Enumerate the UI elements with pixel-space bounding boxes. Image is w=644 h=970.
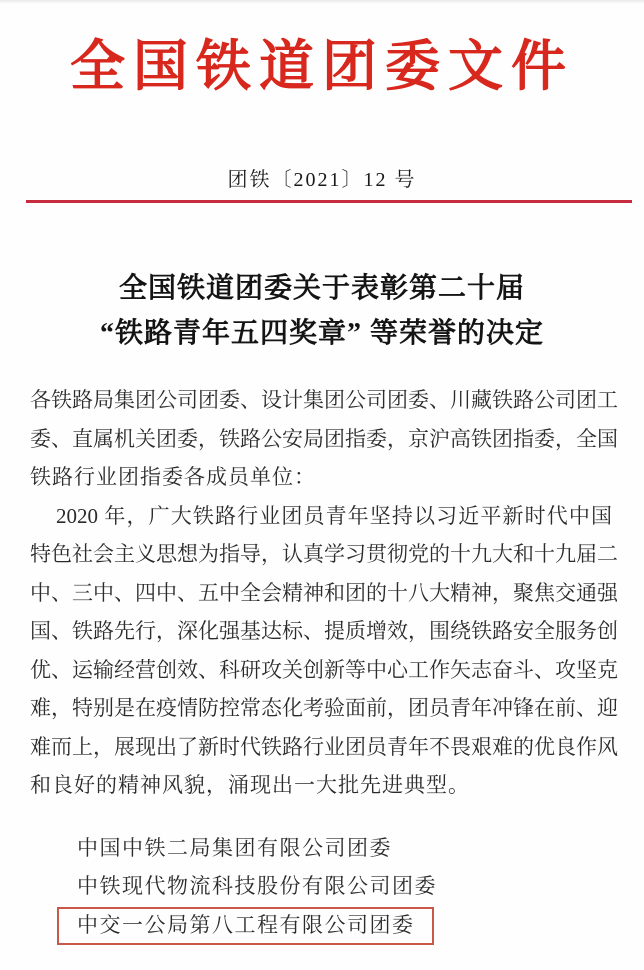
paragraph-line: 国、铁路先行，深化强基达标、提质增效，围绕铁路安全服务创 xyxy=(30,619,618,643)
list-item-label: 中交一公局第八工程有限公司团委 xyxy=(77,912,415,937)
document-number: 团铁〔2021〕12 号 xyxy=(227,169,417,191)
salutation-line: 委、直属机关团委，铁路公安局团指委，京沪高铁团指委，全国 xyxy=(30,426,618,451)
red-highlight-box xyxy=(57,907,434,945)
honor-list xyxy=(30,829,612,945)
paragraph-line: 中、三中、四中、五中全会精神和团的十八大精神，聚焦交通强 xyxy=(30,580,618,605)
document-header-title: 全国铁道团委文件 xyxy=(69,36,574,97)
salutation xyxy=(30,381,618,497)
paragraph-line: 特色社会主义思想为指导，认真学习贯彻党的十九大和十九届二 xyxy=(30,542,618,566)
main-paragraph xyxy=(30,497,618,805)
document-title xyxy=(0,266,644,356)
highlighted-list-item xyxy=(77,905,612,945)
paragraph-line: 和良好的精神风貌，涌现出一大批先进典型。 xyxy=(30,773,470,797)
list-item: 中国中铁二局集团有限公司团委 xyxy=(77,835,392,860)
red-separator-rule xyxy=(26,200,632,203)
document-body xyxy=(30,381,618,945)
document-title-line-2: “铁路青年五四奖章” 等荣誉的决定 xyxy=(99,318,544,349)
paragraph-line: 难而上，展现出了新时代铁路行业团员青年不畏艰难的优良作风 xyxy=(30,734,618,759)
paragraph-line: 2020 年，广大铁路行业团员青年坚持以习近平新时代中国 xyxy=(56,503,612,528)
salutation-line: 各铁路局集团公司团委、设计集团公司团委、川藏铁路公司团工 xyxy=(30,388,618,412)
paragraph-line: 优、运输经营创效、科研攻关创新等中心工作矢志奋斗、攻坚克 xyxy=(30,657,618,682)
salutation-line: 铁路行业团指委各成员单位： xyxy=(30,465,316,489)
document-title-line-1: 全国铁道团委关于表彰第二十届 xyxy=(118,273,525,304)
paragraph-line: 难，特别是在疫情防控常态化考验面前，团员青年冲锋在前、迎 xyxy=(30,696,618,720)
list-item: 中铁现代物流科技股份有限公司团委 xyxy=(77,873,437,898)
